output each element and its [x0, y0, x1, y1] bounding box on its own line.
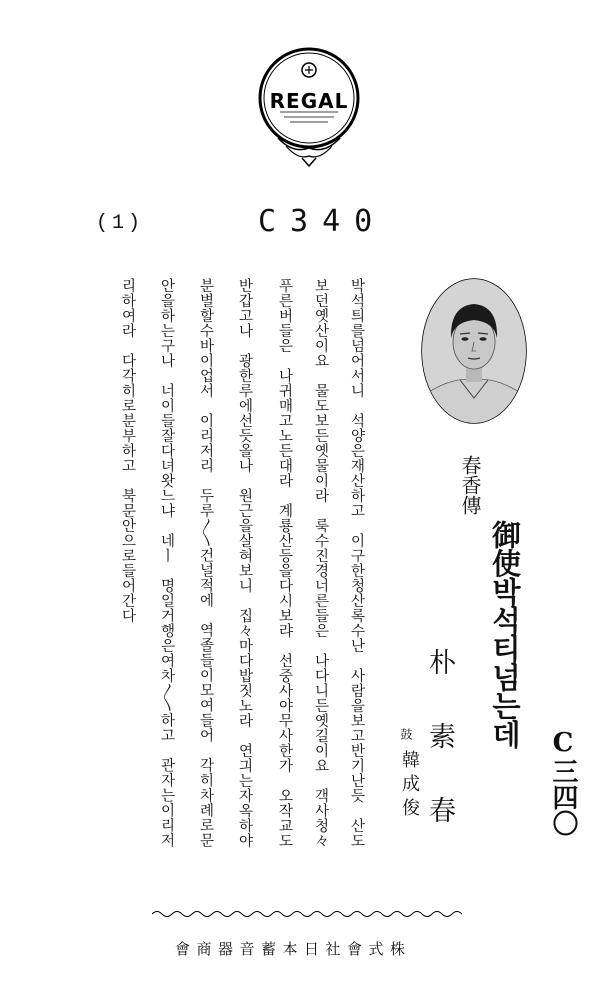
song-title: 御使박석티넘는데 — [488, 520, 522, 748]
page-number: (1) — [96, 212, 145, 235]
lyric-line: 반갑고나 광한루에선듯올나 원근을살혀보니 집々마다밥짓노라 연긔는자옥하야 — [236, 278, 253, 848]
performer-portrait — [420, 276, 528, 426]
drummer-name: 韓成俊 — [399, 750, 420, 822]
lyric-line: 안을하는구나 너이들잘다녀왓느냐 네ㅣ 명일거행은여차〱하고 관자는이리저 — [158, 278, 175, 848]
catalog-number-vertical: C三四〇 — [548, 728, 578, 836]
regal-logo — [258, 42, 360, 170]
lyric-line: 리하여라 다각히로분부하고 북문안으로들어간다 — [119, 278, 136, 623]
company-name: 株式會社日本蓄音器商會 — [175, 940, 412, 958]
wavy-divider — [152, 908, 462, 920]
genre-title: 春香傳 — [458, 455, 482, 515]
catalog-number: C340 — [258, 204, 387, 239]
lyric-line: 푸른버들은 나귀매고노든대라 계룡산등을다시보랴 선중사야무사한가 오작교도 — [276, 278, 293, 848]
lyric-line: 분별할수바이업서 이리저리 두루〱건널적에 역졸들이모여들어 각히차례로문 — [197, 278, 214, 848]
drum-label: 鼓 — [399, 728, 413, 740]
lyric-line: 박석틔를넘어서니 석양은재산하고 이구한청산록수난 사람을보고반기난듯 산도 — [348, 278, 365, 848]
performer-name: 朴 素 春 — [424, 648, 455, 833]
lyric-line: 보던옛산이요 물도보든옛물이라 룩수진경너른들은 나다니든옛길이요 객사청々 — [312, 278, 329, 848]
logo-brand-text: REGAL — [269, 89, 349, 113]
